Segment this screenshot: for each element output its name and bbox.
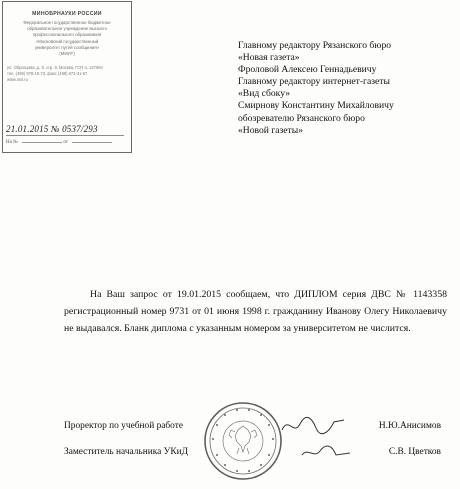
addressee-line: Смирнову Константину Михайловичу: [238, 100, 394, 112]
letterhead-org-line: образовательное учреждение высшего: [27, 26, 107, 32]
signatory-name: Н.Ю.Анисимов: [378, 421, 441, 431]
body-paragraph: На Ваш запрос от 19.01.2015 сообщаем, что ДИПЛОМ серия ДВС № 1143358 регистрационный номер 9731 от 01 июня 1998 г. гражданину Иванову Олегу Николаевичу не выдавался. Бланк диплома с указанным номером за университетом не числится.: [64, 289, 447, 335]
letterhead-address-line: ул. Образцова, д. 9, стр. 9, Москва, ГСП-4, 127994: [7, 65, 103, 71]
signatory-name: С.В. Цветков: [388, 447, 441, 457]
addressee-line: Фроловой Алексею Геннадьевичу: [238, 64, 377, 76]
signature-scribble-icon: [300, 441, 360, 463]
reference-line: [6, 140, 124, 145]
letterhead-org-line: Федеральное государственное бюджетное: [23, 20, 111, 25]
letterhead-org-line: «Московский государственный: [35, 38, 99, 44]
letter-body: [64, 286, 447, 338]
addressee-block: [238, 40, 458, 137]
letterhead-org-line: университет путей сообщения»: [34, 44, 100, 50]
addressee-line: обозревателю Рязанского бюро: [238, 112, 365, 124]
letterhead-address-line: тел. (499) 978-16-73, факс (499) 973-31-67: [7, 71, 88, 77]
letterhead-ministry: МИНОБРНАУКИ РОССИИ: [32, 11, 102, 17]
letterhead-organization: [7, 20, 127, 57]
round-seal-icon: [202, 400, 284, 482]
registration-number: 21.01.2015 № 0537/293: [6, 124, 124, 136]
addressee-line: «Новой газеты»: [238, 124, 303, 136]
reference-blank: [22, 142, 62, 143]
letterhead-org-line: (МИИТ): [59, 51, 75, 57]
signatory-title: Проректор по учебной работе: [64, 421, 184, 431]
addressee-line: Главному редактору Рязанского бюро: [238, 40, 392, 51]
reference-date-blank: [72, 142, 112, 143]
signatory-title: Заместитель начальника УКиД: [64, 447, 188, 457]
addressee-line: «Новая газета»: [238, 52, 300, 64]
addressee-line: Главному редактору интернет-газеты: [238, 76, 390, 88]
reference-label: На №: [6, 140, 18, 145]
letterhead-address-line: www.miit.ru: [7, 77, 28, 83]
letterhead-org-line: профессионального образования: [32, 32, 102, 38]
addressee-line: «Вид сбоку»: [238, 88, 291, 100]
reference-from: от: [63, 140, 68, 145]
signature-scribble-icon: [278, 412, 348, 438]
letterhead-address: [7, 65, 127, 83]
